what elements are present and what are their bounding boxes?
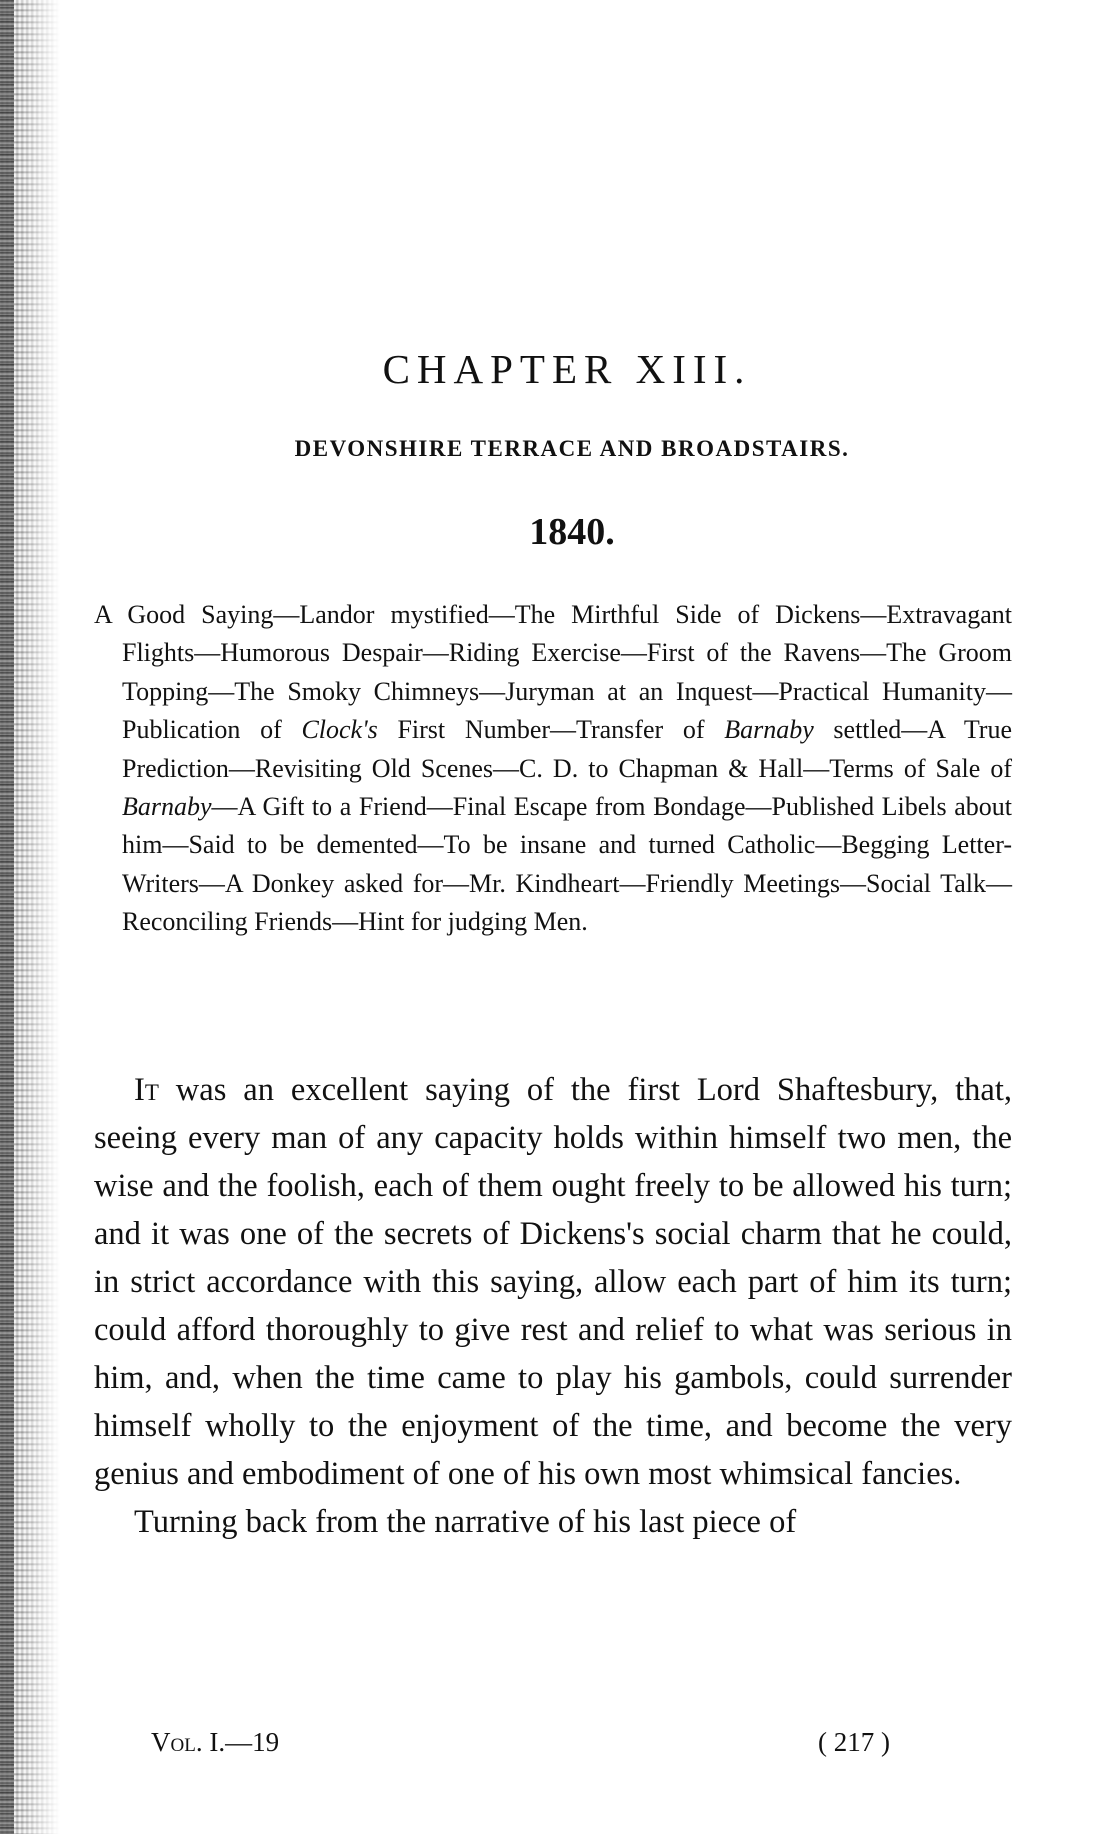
chapter-title: CHAPTER XIII. bbox=[382, 346, 752, 392]
synopsis-text-4: —A Gift to a Friend—Final Escape from Bondage—Published Libels about him—Said to be demented—To be insane and turned Catholic—Begging Letter-Writers—A Donkey asked for—Mr. Kindheart—Friendly Meetings—Social Talk—Reconciling Friends—Hint for judging Men. bbox=[122, 792, 1012, 937]
chapter-synopsis bbox=[94, 596, 1012, 942]
synopsis-text-1: A Good Saying—Landor mystified—The Mirthful Side of Dickens—Extravagant Flights—Humorous Despair—Riding Exercise—First of the Ravens—The Groom Topping—The Smoky Chimneys—Juryman at an Inquest—Practical Humanity—Publication of bbox=[94, 600, 1012, 745]
page-number: ( 217 ) bbox=[818, 1727, 890, 1757]
synopsis-italic-clocks: Clock's bbox=[301, 715, 378, 745]
chapter-year: 1840. bbox=[529, 511, 615, 553]
body-paragraph-2: Turning back from the narrative of his last piece of bbox=[134, 1504, 797, 1540]
synopsis-text-3: settled—A True Prediction—Revisiting Old Scenes—C. D. to Chapman & Hall—Terms of Sale of bbox=[122, 715, 1012, 783]
synopsis-text-2: First Number—Transfer of bbox=[377, 715, 725, 745]
synopsis-italic-barnaby-2: Barnaby bbox=[122, 792, 212, 822]
paragraph-lead-word: It bbox=[134, 1072, 159, 1108]
body-paragraph-1 bbox=[94, 1066, 1012, 1498]
chapter-subtitle: DEVONSHIRE TERRACE AND BROADSTAIRS. bbox=[294, 436, 850, 461]
volume-signature: Vol. I.—19 bbox=[151, 1727, 280, 1757]
body-text bbox=[94, 1066, 1012, 1546]
synopsis-italic-barnaby-1: Barnaby bbox=[724, 715, 814, 745]
binding-edge bbox=[0, 0, 14, 1834]
paragraph-1-text: was an excellent saying of the first Lord Shaftesbury, that, seeing every man of any capacity holds within himself two men, the wise and the foolish, each of them ought freely to be allowed his turn; and it was one of the secrets of Dickens's social charm that he could, in strict accordance with this saying, allow each part of him its turn; could afford thoroughly to give rest and relief to what was serious in him, and, when the time came to play his gambols, could surrender himself wholly to the enjoyment of the time, and become the very genius and embodiment of one of his own most whimsical fancies. bbox=[94, 1072, 1012, 1492]
